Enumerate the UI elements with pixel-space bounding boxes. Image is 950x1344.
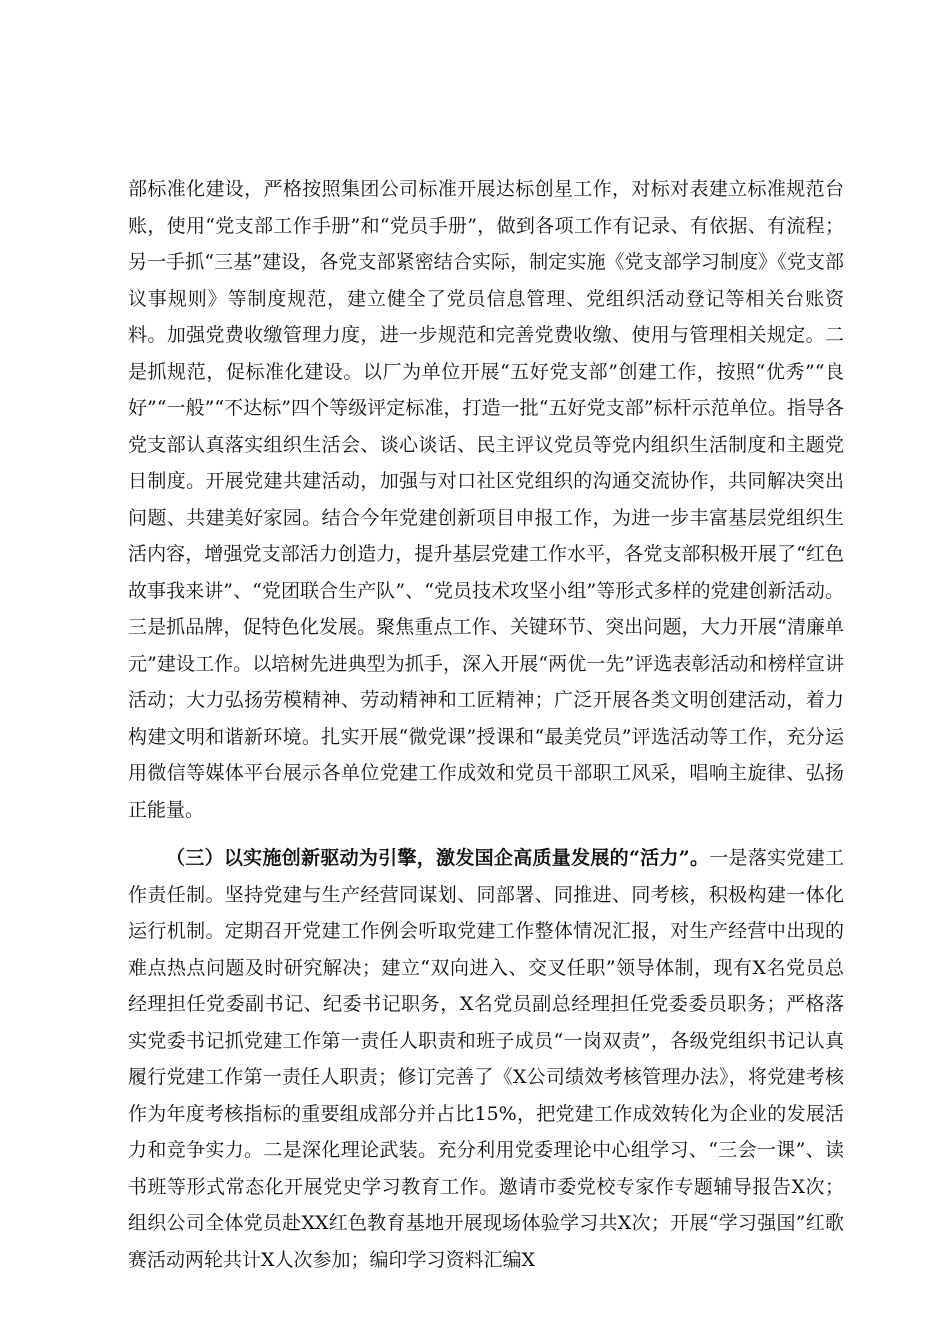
paragraph-text: 部标准化建设，严格按照集团公司标准开展达标创星工作，对标对表建立标准规范台账，使用“党支部工作手册”和“党员手册”，做到各项工作有记录、有依据、有流程；另一手抓“三基”建设，各党支部紧密结合实际，制定实施《党支部学习制度》《党支部议事规则》等制度规范，建立健全了党员信息管理、党组织活动登记等相关台账资料。加强党费收缴管理力度，进一步规范和完善党费收缴、使用与管理相关规定。二是抓规范，促标准化建设。以厂为单位开展“五好党支部”创建工作，按照“优秀”“良好”“一般”“不达标”四个等级评定标准，打造一批“五好党支部”标杆示范单位。指导各党支部认真落实组织生活会、谈心谈话、民主评议党员等党内组织生活制度和主题党日制度。开展党建共建活动，加强与对口社区党组织的沟通交流协作，共同解决突出问题、共建美好家园。结合今年党建创新项目申报工作，为进一步丰富基层党组织生活内容，增强党支部活力创造力，提升基层党建工作水平，各党支部积极开展了“红色故事我来讲”、“党团联合生产队”、“党员技术攻坚小组”等形式多样的党建创新活动。三是抓品牌，促特色化发展。聚焦重点工作、关键环节、突出问题，大力开展“清廉单元”建设工作。以培树先进典型为抓手，深入开展“两优一先”评选表彰活动和榜样宣讲活动；大力弘扬劳模精神、劳动精神和工匠精神；广泛开展各类文明创建活动，着力构建文明和谐新环境。扎实开展“微党课”授课和“最美党员”评选活动等工作，充分运用微信等媒体平台展示各单位党建工作成效和党员干部职工风采，唱响主旋律、弘扬正能量。: [128, 178, 844, 821]
paragraph-text: 一是落实党建工作责任制。坚持党建与生产经营同谋划、同部署、同推进、同考核，积极构建一体化运行机制。定期召开党建工作例会听取党建工作整体情况汇报，对生产经营中出现的难点热点问题及时研究解决；建立“双向进入、交叉任职”领导体制，现有X名党员总经理担任党委副书记、纪委书记职务，X名党员副总经理担任党委委员职务；严格落实党委书记抓党建工作第一责任人职责和班子成员“一岗双责”，各级党组织书记认真履行党建工作第一责任人职责；修订完善了《X公司绩效考核管理办法》，将党建考核作为年度考核指标的重要组成部分并占比15%，把党建工作成效转化为企业的发展活力和竞争实力。二是深化理论武装。充分利用党委理论中心组学习、“三会一课”、读书班等形式常态化开展党史学习教育工作。邀请市委党校专家作专题辅导报告X次；组织公司全体党员赴XX红色教育基地开展现场体验学习共X次；开展“学习强国”红歌赛活动两轮共计X人次参加；编印学习资料汇编X: [128, 847, 844, 1271]
paragraph-innovation: [128, 840, 844, 1278]
document-body: [128, 171, 844, 1278]
section-heading: （三）以实施创新驱动为引擎，激发国企高质量发展的“活力”。: [166, 847, 710, 869]
paragraph-standardization: [128, 171, 844, 828]
